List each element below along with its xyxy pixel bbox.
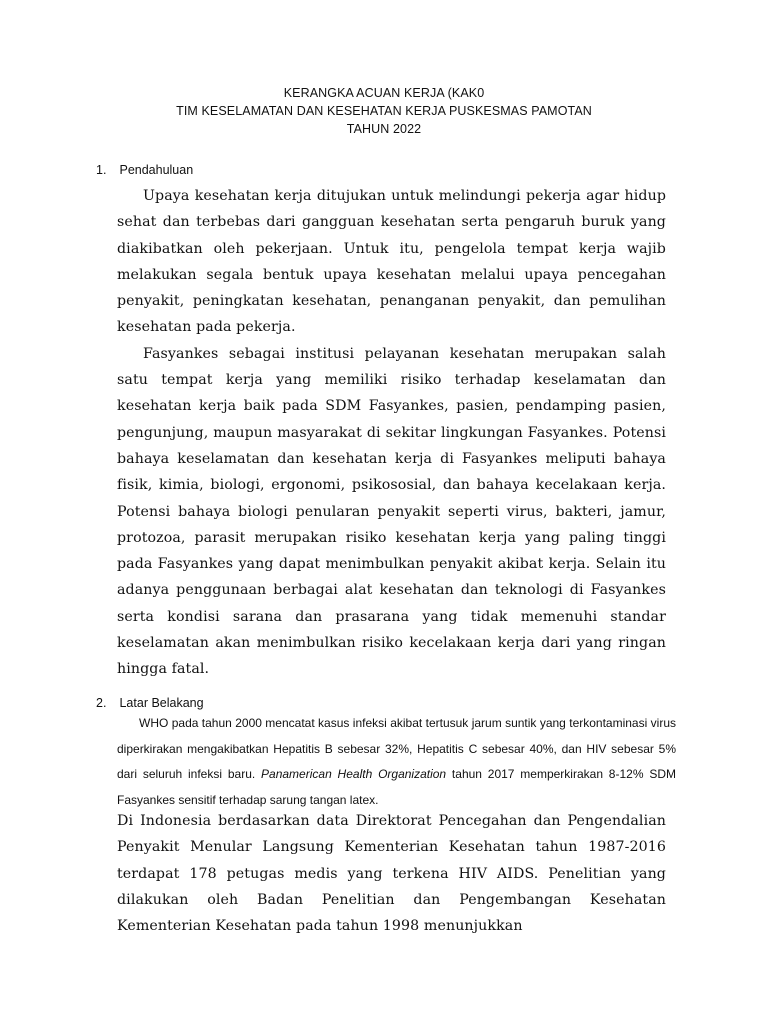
paragraph (117, 711, 676, 813)
section-title: Pendahuluan (119, 163, 194, 177)
title-line-1: KERANGKA ACUAN KERJA (KAK0 (283, 86, 485, 100)
paragraph-text: WHO pada tahun 2000 mencatat kasus infeksi akibat tertusuk jarum suntik yang terkontaminasi virus diperkirakan mengakibatkan Hepatitis B sebesar 32%, Hepatitis C sebesar 40%, dan HIV sebesar 5% dari seluruh infeksi baru. (117, 716, 676, 781)
section-number: 1. (96, 163, 107, 177)
paragraph: Fasyankes sebagai institusi pelayanan kesehatan merupakan salah satu tempat kerja yang memiliki risiko terhadap keselamatan dan kesehatan kerja baik pada SDM Fasyankes, pasien, pendamping pasien, pengunjung, maupun masyarakat di sekitar lingkungan Fasyankes. Potensi bahaya keselamatan dan kesehatan kerja di Fasyankes meliputi bahaya fisik, kimia, biologi, ergonomi, psikososial, dan bahaya kecelakaan kerja. Potensi bahaya biologi penularan penyakit seperti virus, bakteri, jamur, protozoa, parasit merupakan risiko kesehatan kerja yang paling tinggi pada Fasyankes yang dapat menimbulkan penyakit akibat kerja. Selain itu adanya penggunaan berbagai alat kesehatan dan teknologi di Fasyankes serta kondisi sarana dan prasarana yang tidak memenuhi standar keselamatan akan menimbulkan risiko kecelakaan kerja dari yang ringan hingga fatal. (117, 345, 666, 678)
paragraph-text: tahun 2017 memperkirakan 8-12% SDM Fasyankes sensitif terhadap sarung tangan latex. (117, 767, 676, 807)
latar-belakang-body (117, 711, 676, 813)
document-title (0, 84, 768, 138)
section-heading-pendahuluan (96, 162, 193, 178)
latar-belakang-serif-body (117, 808, 666, 939)
title-line-3: TAHUN 2022 (346, 122, 422, 136)
organization-name: Panamerican Health Organization (261, 767, 447, 781)
section-title: Latar Belakang (119, 696, 204, 710)
paragraph: Di Indonesia berdasarkan data Direktorat Pencegahan dan Pengendalian Penyakit Menular Langsung Kementerian Kesehatan tahun 1987-2016 terdapat 178 petugas medis yang terkena HIV AIDS. Penelitian yang dilakukan oleh Badan Penelitian dan Pengembangan Kesehatan Kementerian Kesehatan pada tahun 1998 menunjukkan (117, 813, 666, 935)
pendahuluan-body (117, 183, 666, 683)
section-heading-latar-belakang (96, 695, 204, 711)
paragraph: Upaya kesehatan kerja ditujukan untuk melindungi pekerja agar hidup sehat dan terbebas dari gangguan kesehatan serta pengaruh buruk yang diakibatkan oleh pekerjaan. Untuk itu, pengelola tempat kerja wajib melakukan segala bentuk upaya kesehatan melalui upaya pencegahan penyakit, peningkatan kesehatan, penanganan penyakit, dan pemulihan kesehatan pada pekerja. (117, 188, 666, 336)
title-line-2: TIM KESELAMATAN DAN KESEHATAN KERJA PUSKESMAS PAMOTAN (176, 104, 592, 118)
section-number: 2. (96, 696, 107, 710)
